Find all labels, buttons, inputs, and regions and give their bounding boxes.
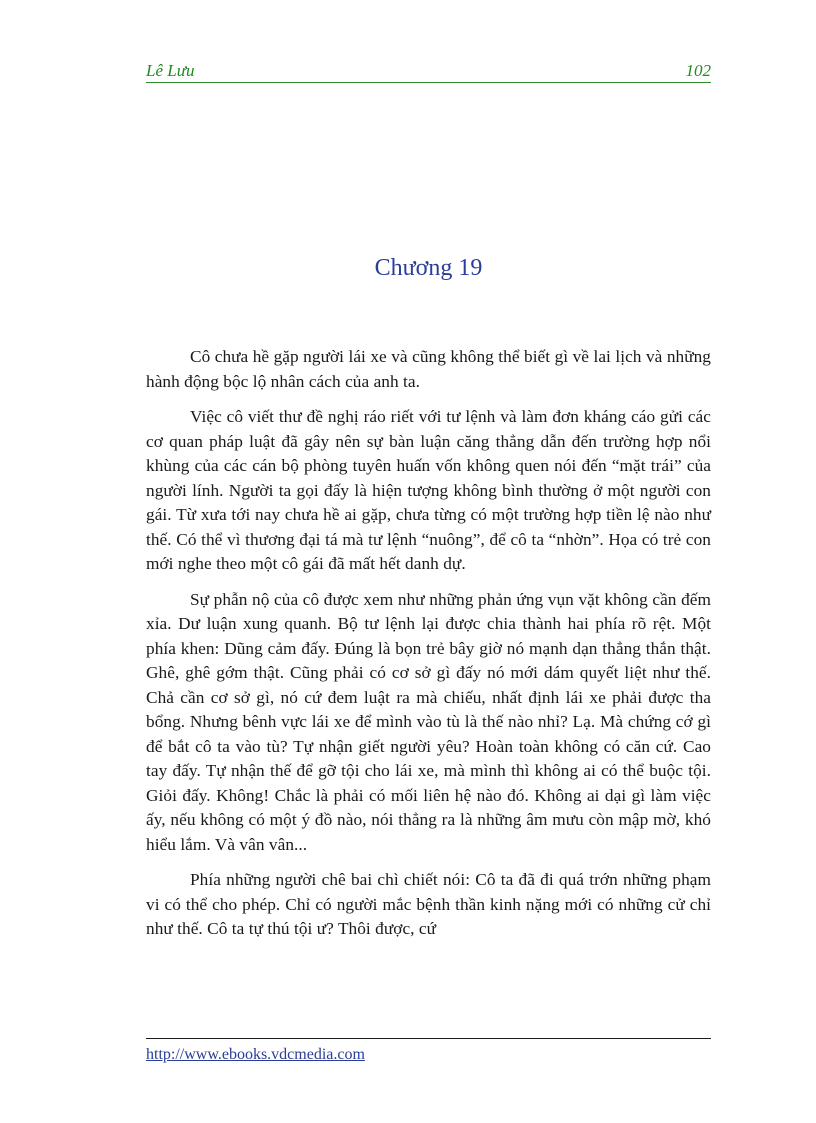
footer-url-link[interactable]: http://www.ebooks.vdcmedia.com [146, 1046, 365, 1063]
footer-divider [146, 1038, 711, 1039]
paragraph-1: Cô chưa hề gặp người lái xe và cũng không thể biết gì về lai lịch và những hành động bộc lộ nhân cách của anh ta. [146, 347, 711, 391]
paragraph-3: Sự phẫn nộ của cô được xem như những phản ứng vụn vặt không cần đếm xỉa. Dư luận xung quanh. Bộ tư lệnh lại được chia thành hai phía rõ rệt. Một phía khen: Dũng cảm đấy. Đúng là bọn trẻ bây giờ nó mạnh dạn thẳng thắn thật. Ghê, ghê gớm thật. Cũng phải có cơ sở gì đấy nó mới dám quyết liệt như thế. Chả cần cơ sở gì, nó cứ đem luật ra mà chiếu, nhất định lái xe phải được tha bổng. Nhưng bênh vực lái xe để mình vào tù là thế nào nhỉ? Lạ. Mà chứng cớ gì để bắt cô ta vào tù? Tự nhận giết người yêu? Hoàn toàn không có căn cứ. Cao tay đấy. Tự nhận thế để gỡ tội cho lái xe, mà mình thì không ai có thể buộc tội. Giỏi đấy. Không! Chắc là phải có mối liên hệ nào đó. Không ai dại gì làm việc ấy, nếu không có một ý đồ nào, nói thẳng ra là những âm mưu còn mập mờ, khó hiểu lắm. Và vân vân... [146, 589, 711, 854]
paragraph-4: Phía những người chê bai chì chiết nói: Cô ta đã đi quá trớn những phạm vi có thể cho phép. Chỉ có người mắc bệnh thần kinh nặng mới có những cử chỉ như thế. Cô ta tự thú tội ư? Thôi được, cứ [146, 870, 711, 938]
header-author: Lê Lưu [146, 61, 195, 80]
page-header [146, 60, 711, 83]
header-page-number: 102 [685, 61, 711, 80]
chapter-title: Chương 19 [374, 255, 483, 281]
paragraph-2: Việc cô viết thư đề nghị ráo riết với tư lệnh và làm đơn kháng cáo gửi các cơ quan pháp luật đã gây nên sự bàn luận căng thẳng dẫn đến trường hợp nổi khùng của các cán bộ phòng tuyên huấn vốn không quen nói đến “mặt trái” của người lính. Người ta gọi đấy là hiện tượng không bình thường ở một người con gái. Từ xưa tới nay chưa hề ai gặp, chưa từng có một trường hợp tiền lệ nào như thế. Có thể vì thương đại tá mà tư lệnh “nuông”, để cô ta “nhờn”. Họa có trẻ con mới nghe theo một cô gái đã mất hết danh dự. [146, 407, 711, 573]
body-text [146, 345, 711, 953]
